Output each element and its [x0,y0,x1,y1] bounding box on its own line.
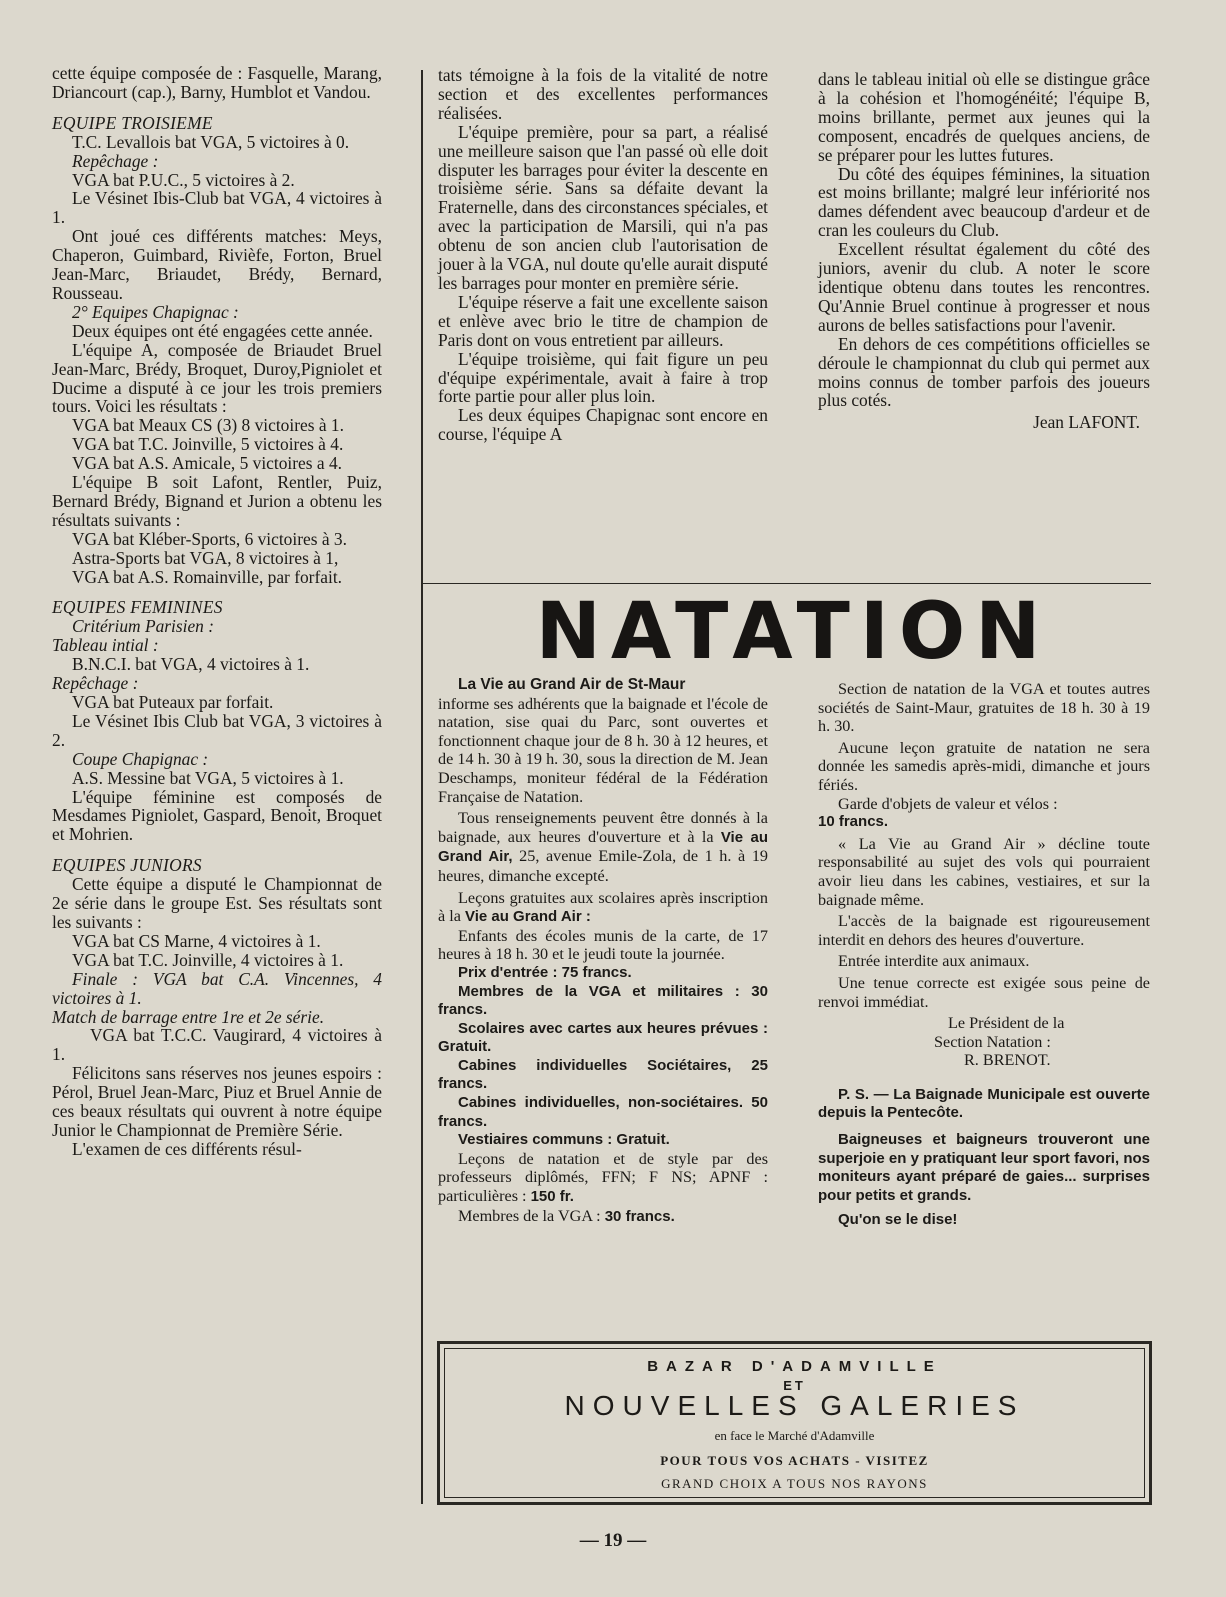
result-line: VGA bat A.S. Amicale, 5 victoires a 4. [72,453,342,474]
column-middle [438,66,768,444]
signature-name: R. BRENOT. [964,1051,1051,1070]
paragraph: L'équipe B soit Lafont, Rentler, Puiz, Bernard Brédy, Bignand et Jurion a obtenu les résultats suivants : [52,472,382,530]
paragraph: Félicitons sans réserves nos jeunes espoirs : Pérol, Bruel Jean-Marc, Piuz et Bruel Annie de ces beaux résultats qui ouvrent à notre équipe Junior le Championnat de Première Série. [52,1063,382,1140]
postscript: Qu'on se le dise! [838,1211,958,1229]
price-value: 150 fr. [530,1188,574,1206]
price-line: Vestiaires communs : Gratuit. [458,1131,670,1149]
advertisement-box [437,1341,1152,1505]
ad-line: BAZAR D'ADAMVILLE [647,1358,942,1375]
paragraph: Cette équipe a disputé le Championnat de 2e série dans le groupe Est. Ses résultats sont les suivants : [52,874,382,932]
result-line: A.S. Messine bat VGA, 5 victoires à 1. [72,767,344,788]
paragraph: « La Vie au Grand Air » décline toute responsabilité au sujet des vols qui pourraient avoir lieu dans les cabines, vestiaires, et sur la baignade même. [818,834,1150,909]
result-line: VGA bat CS Marne, 4 victoires à 1. [72,930,321,951]
result-line: Finale : VGA bat C.A. Vincennes, 4 victoires à 1. [52,968,382,1008]
subheading: Tableau intial : [52,635,159,656]
natation-title: NATATION [535,587,1051,677]
result-line: VGA bat P.U.C., 5 victoires à 2. [72,169,295,190]
result-line: VGA bat Meaux CS (3) 8 victoires à 1. [72,415,344,436]
price-line: Prix d'entrée : 75 francs. [458,963,632,981]
natation-column-right [818,680,1150,1230]
info-text: Membres de la VGA : [458,1206,601,1225]
club-name: La Vie au Grand Air de St-Maur [458,676,686,693]
price-line: Cabines individuelles Sociétaires, 25 francs. [438,1056,768,1093]
postscript: Baigneuses et baigneurs trouveront une superjoie en y pratiquant leur sport favori, nos moniteurs ayant préparé de gaies... surprises pour petits et grands. [818,1131,1150,1204]
section-heading-equipes-feminines: EQUIPES FEMININES [52,597,223,618]
paragraph: Ont joué ces différents matches: Meys, Chaperon, Guimbard, Rivièfe, Forton, Bruel Jean-Marc, Briaudet, Brédy, Bernard, Rousseau. [52,226,382,303]
paragraph: Les deux équipes Chapignac sont encore en course, l'équipe A [438,405,768,445]
subheading: Repêchage : [72,150,159,171]
paragraph: Section de natation de la VGA et toutes autres sociétés de Saint-Maur, gratuites de 18 h. 30 à 19 h. 30. [818,680,1150,736]
paragraph: dans le tableau initial où elle se distingue grâce à la cohésion et l'homogénéité; l'équipe B, moins brillante, permet aux jeunes qui la composent, encadrés de quelques anciens, de se préparer pour les luttes futures. [818,69,1150,165]
paragraph: Excellent résultat également du côté des juniors, avenir du club. A noter le score identique obtenu dans toutes les rencontres. Qu'Annie Bruel continue à progresser et nous aurons de belles satisfactions pour l'avenir. [818,239,1150,335]
ad-line: GRAND CHOIX A TOUS NOS RAYONS [661,1476,928,1491]
paragraph: L'examen de ces différents résul- [72,1138,302,1159]
result-line: VGA bat Kléber-Sports, 6 victoires à 3. [72,528,347,549]
info-text: Leçons de natation et de style par des professeurs diplômés, FFN; F NS; APNF : particulières : [438,1149,768,1206]
paragraph: Du côté des équipes féminines, la situation est moins brillante; malgré leur infériorité nos dames défendent avec beaucoup d'ardeur et de cran les couleurs du Club. [818,163,1150,241]
subheading: Critérium Parisien : [72,616,215,637]
postscript: P. S. — La Baignade Municipale est ouverte depuis la Pentecôte. [818,1085,1150,1122]
paragraph: Aucune leçon gratuite de natation ne sera donnée les samedis après-midi, dimanche et jours fériés. [818,738,1150,794]
paragraph [438,1150,768,1207]
address-text: 25, avenue Emile-Zola, de 1 h. à 19 heures, dimanche excepté. [438,847,769,885]
result-line: VGA bat T.C. Joinville, 4 victoires à 1. [72,949,344,970]
club-name-inline: Vie au Grand Air, [438,828,769,866]
column-left [52,64,382,1159]
section-heading-equipes-juniors: EQUIPES JUNIORS [52,855,202,876]
price-value: 30 francs. [604,1207,675,1225]
paragraph: L'équipe troisième, qui fait figure un peu d'équipe expérimentale, avait à faire à trop forte partie pour aller plus loin. [438,348,768,407]
section-heading-equipe-troisieme: EQUIPE TROISIEME [52,112,213,133]
price-line: Cabines individuelles, non-sociétaires. 50 francs. [438,1094,768,1130]
paragraph: informe ses adhérents que la baignade et l'école de natation, sise quai du Parc, sont ouvertes et fonctionnent chaque jour de 8 h. 30 à 12 heures, et de 14 h. 30 à 19 h. 30, sous la direction de M. Jean Deschamps, moniteur fédéral de la Fédération Française de Natation. [438,694,768,806]
paragraph: L'équipe féminine est composés de Mesdames Pigniolet, Gaspard, Benoit, Broquet et Mohrien. [52,786,382,845]
paragraph: Entrée interdite aux animaux. [838,952,1030,971]
info-text: Leçons gratuites aux scolaires après inscription à la [438,888,768,926]
paragraph: L'équipe première, pour sa part, a réalisé une meilleure saison que l'an passé où elle doit disputer les barrages pour éviter la descente en troisième série. Sans sa défaite devant la Fraternelle, dans des circonstances spéciales, et avec la participation de Marsili, qui n'a pas obtenu de son ancien club l'autorisation de jouer à la VGA, nul doute qu'elle aurait disputé les barrages pour monter en première série. [438,121,768,293]
subheading: 2° Equipes Chapignac : [72,301,239,322]
author-signature: Jean LAFONT. [1033,412,1140,433]
paragraph: Deux équipes ont été engagées cette année. [72,320,373,341]
result-line: VGA bat A.S. Romainville, par forfait. [72,566,342,587]
subheading: Repêchage : [52,673,139,694]
subheading: Coupe Chapignac : [72,748,209,769]
result-line: VGA bat T.C.C. Vaugirard, 4 victoires à 1. [52,1025,382,1065]
price-line: Scolaires avec cartes aux heures prévues : Gratuit. [438,1019,768,1056]
paragraph: L'accès de la baignade est rigoureusement interdit en dehors des heures d'ouverture. [818,912,1150,949]
result-line: VGA bat T.C. Joinville, 5 victoires à 4. [72,434,344,455]
club-name-inline: Vie au Grand Air : [464,908,591,926]
price-value: 10 francs. [818,813,889,831]
ad-line: en face le Marché d'Adamville [714,1428,875,1443]
result-line: Le Vésinet Ibis Club bat VGA, 3 victoires à 2. [52,710,382,750]
signature-line: Le Président de la [948,1014,1065,1033]
ad-line: ET [783,1378,806,1393]
result-line: T.C. Levallois bat VGA, 5 victoires à 0. [72,131,350,152]
ad-title: NOUVELLES GALERIES [564,1390,1025,1421]
paragraph: L'équipe réserve a fait une excellente saison et enlève avec brio le titre de champion de Paris dont on vous entretient par ailleurs. [438,291,768,350]
horizontal-rule [421,583,1151,584]
paragraph: tats témoigne à la fois de la vitalité de notre section et des excellentes performances réalisées. [438,65,768,123]
paragraph [438,889,768,927]
signature-line: Section Natation : [934,1032,1051,1051]
paragraph: En dehors de ces compétitions officielles se déroule le championnat du club qui permet aux moins connus de tomber parfois des joueurs plus cotés. [818,333,1150,411]
vertical-rule [421,70,423,1504]
paragraph: Enfants des écoles munis de la carte, de 17 heures à 18 h. 30 et le jeudi toute la journée. [438,926,768,964]
page-number: — 19 — [579,1530,647,1551]
paragraph: cette équipe composée de : Fasquelle, Marang, Driancourt (cap.), Barny, Humblot et Vandou. [52,63,382,102]
paragraph: Garde d'objets de valeur et vélos : [838,794,1058,813]
ad-line: POUR TOUS VOS ACHATS - VISITEZ [660,1453,929,1468]
paragraph: L'équipe A, composée de Briaudet Bruel Jean-Marc, Brédy, Broquet, Duroy,Pigniolet et Ducime a disputé à ce jour les trois premiers tours. Voici les résultats : [52,339,382,417]
column-right [818,70,1150,432]
paragraph [438,1207,768,1227]
paragraph [438,809,768,885]
natation-column-left [438,676,768,1226]
info-text: Tous renseignements peuvent être donnés à la baignade, aux heures d'ouverture et à la [438,809,768,846]
paragraph: Une tenue correcte est exigée sous peine de renvoi immédiat. [818,973,1150,1011]
result-line: Le Vésinet Ibis-Club bat VGA, 4 victoires à 1. [52,188,382,228]
result-line: VGA bat Puteaux par forfait. [72,692,274,712]
result-line: Astra-Sports bat VGA, 8 victoires à 1, [72,547,339,568]
result-line: B.N.C.I. bat VGA, 4 victoires à 1. [72,654,310,675]
subheading: Match de barrage entre 1re et 2e série. [52,1006,325,1027]
price-line: Membres de la VGA et militaires : 30 francs. [438,982,768,1019]
